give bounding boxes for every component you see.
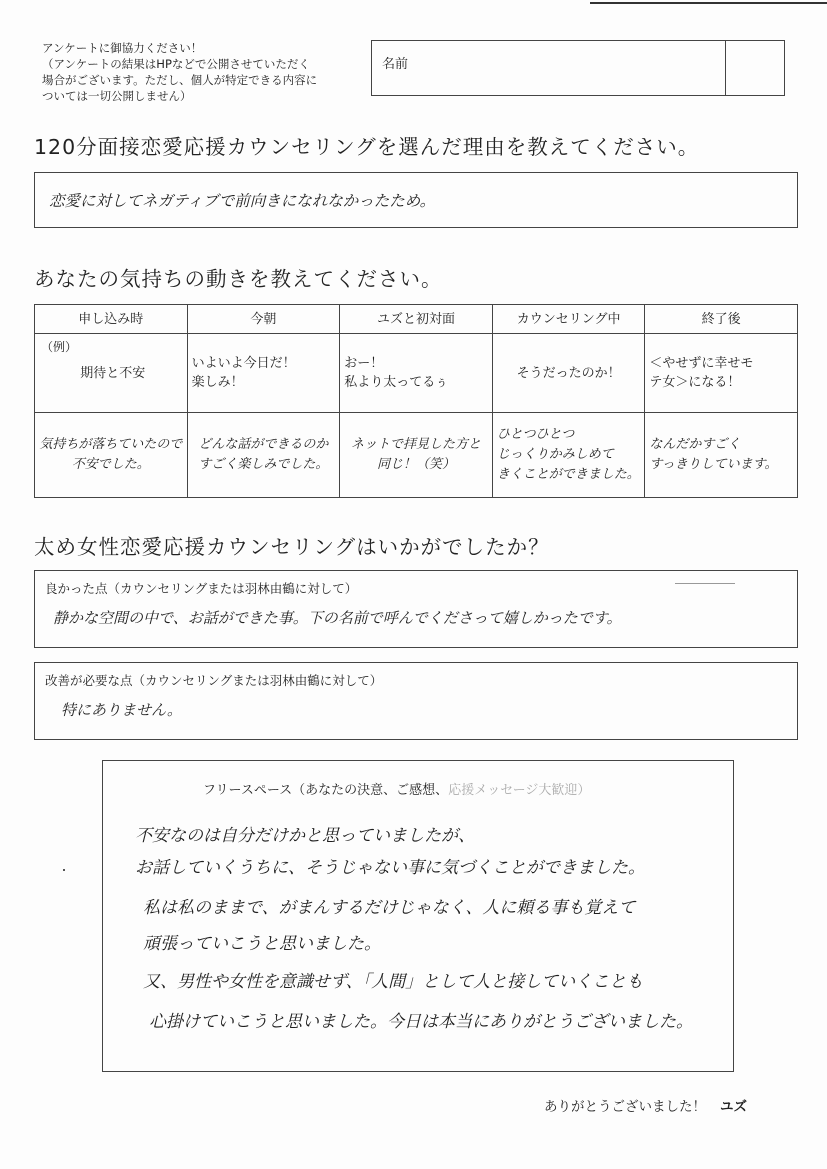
free-space-label-main: フリースペース（あなたの決意、ご感想、 (203, 783, 449, 798)
good-points-box (34, 570, 798, 648)
reason-answer-box (34, 172, 798, 228)
name-box-divider (725, 41, 726, 95)
free-space-label-faded: 応援メッセージ大歓迎） (448, 783, 591, 798)
free-text-line: お話していくうちに、そうじゃない事に気づくことができました。 (135, 858, 645, 878)
answer-text: じっくりかみしめて (496, 447, 614, 462)
example-text: そうだったのか！ (516, 365, 621, 381)
free-text-line: 頑張っていこうと思いました。 (143, 934, 381, 954)
free-text-line: 又、男性や女性を意識せず、「人間」として人と接していくことも (143, 972, 644, 992)
name-label: 名前 (382, 57, 409, 72)
example-text: ＜やせずに幸せモ (649, 356, 754, 371)
intro-line: （アンケートの結果はHPなどで公開させていただく (42, 57, 310, 71)
thanks-text: ありがとうございました！ (544, 1099, 706, 1115)
section1-title: 120分面接恋愛応援カウンセリングを選んだ理由を教えてください。 (34, 135, 700, 159)
example-cell (492, 334, 645, 413)
answer-cell (187, 413, 340, 498)
header-during: カウンセリング中 (492, 305, 645, 334)
good-points-label: 良かった点（カウンセリングまたは羽林由鶴に対して） (45, 581, 358, 596)
example-row (35, 334, 798, 413)
example-cell (340, 334, 493, 413)
header-morning: 今朝 (187, 305, 340, 334)
example-cell (35, 334, 188, 413)
reason-answer: 恋愛に対してネガティブで前向きになれなかったため。 (49, 192, 436, 210)
improvement-box (34, 662, 798, 740)
answer-text: きくことができました。 (496, 467, 640, 482)
intro-line: 場合がございます。ただし、個人が特定できる内容に (42, 73, 318, 87)
top-rule (590, 2, 827, 4)
answer-text: すっきりしています。 (649, 457, 778, 472)
answer-text: ひとつひとつ (496, 427, 575, 442)
free-text-line: 心掛けていこうと思いました。今日は本当にありがとうございました。 (149, 1012, 693, 1032)
name-field[interactable] (371, 40, 785, 96)
answer-text: 気持ちが落ちていたので (39, 437, 183, 452)
answer-text: ネットで拝見した方と (350, 437, 481, 452)
signature: ユズ (720, 1099, 747, 1115)
answer-cell (340, 413, 493, 498)
answer-text: どんな話ができるのか (198, 437, 329, 452)
answer-cell (645, 413, 798, 498)
survey-intro (42, 40, 372, 104)
feelings-table (34, 304, 798, 498)
answer-text: すごく楽しみでした。 (198, 457, 329, 472)
example-cell (645, 334, 798, 413)
example-text: テ女＞になる！ (649, 375, 741, 390)
example-cell (187, 334, 340, 413)
intro-line: アンケートに御協力ください！ (42, 41, 203, 55)
free-text-line: 不安なのは自分だけかと思っていましたが、 (135, 826, 475, 846)
header-first-meet: ユズと初対面 (340, 305, 493, 334)
free-space-label (203, 779, 590, 798)
answer-text: なんだかすごく (649, 437, 741, 452)
free-text-line: 私は私のままで、がまんするだけじゃなく、人に頼る事も覚えて (143, 898, 636, 918)
good-points-answer: 静かな空間の中で、お話ができた事。下の名前で呼んでくださって嬉しかったです。 (53, 609, 622, 627)
intro-line: ついては一切公開しません） (42, 89, 192, 103)
improvement-label: 改善が必要な点（カウンセリングまたは羽林由鶴に対して） (45, 673, 383, 688)
section2-title: あなたの気持ちの動きを教えてください。 (34, 267, 443, 291)
answer-cell (35, 413, 188, 498)
free-space-box (102, 760, 734, 1072)
header-after: 終了後 (645, 305, 798, 334)
answer-row (35, 413, 798, 498)
table-header-row (35, 305, 798, 334)
example-text: おー！ (344, 356, 384, 371)
answer-text: 不安でした。 (71, 457, 150, 472)
improvement-answer: 特にありません。 (61, 701, 182, 719)
example-marker: （例） (41, 340, 78, 354)
section3-title: 太め女性恋愛応援カウンセリングはいかがでしたか？ (34, 535, 550, 559)
header-signup: 申し込み時 (35, 305, 188, 334)
footer (544, 1095, 747, 1115)
example-text: 期待と不安 (80, 365, 146, 381)
example-text: 私より太ってるぅ (344, 375, 449, 390)
stray-mark (675, 583, 735, 584)
example-text: いよいよ今日だ！ (191, 356, 296, 371)
answer-text: 同じ！（笑） (376, 457, 455, 472)
stray-dot (63, 869, 65, 871)
answer-cell (492, 413, 645, 498)
example-text: 楽しみ！ (191, 375, 244, 390)
